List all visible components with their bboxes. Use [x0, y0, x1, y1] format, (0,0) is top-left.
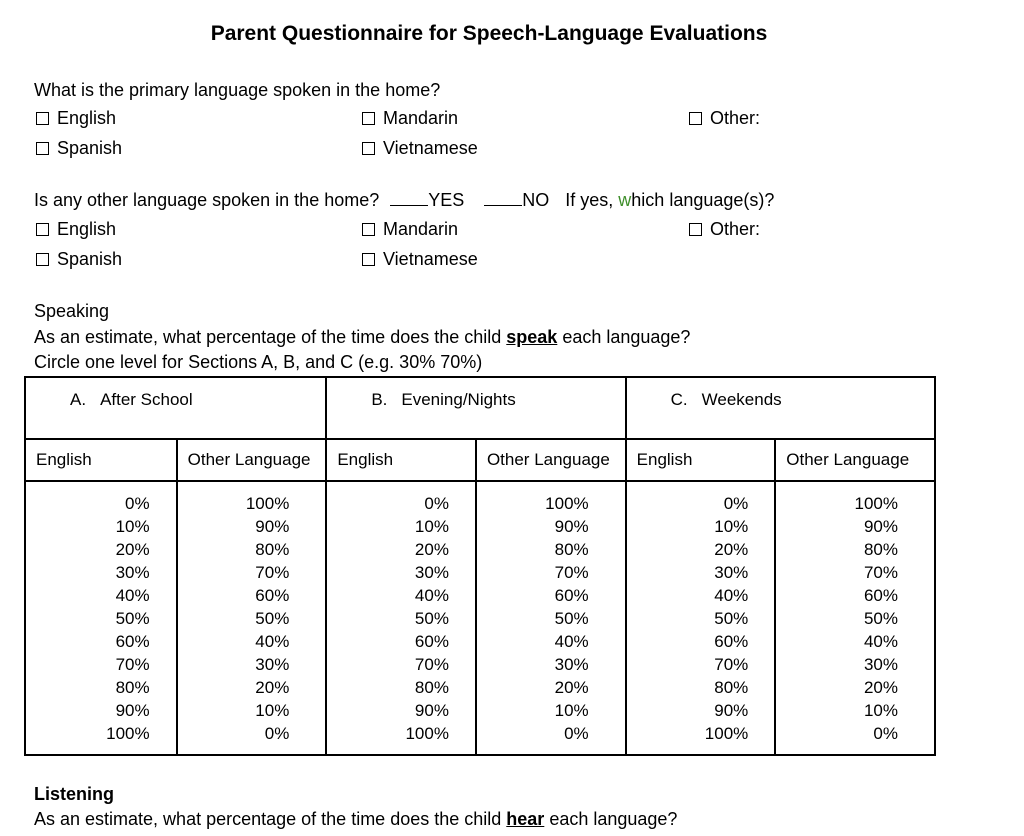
percentage-option[interactable]: 80%	[255, 540, 290, 559]
percentage-option[interactable]: 30%	[255, 655, 290, 674]
checkbox-icon[interactable]	[689, 223, 702, 236]
percentage-option[interactable]: 30%	[414, 563, 449, 582]
percentage-option[interactable]: 30%	[714, 563, 749, 582]
percentage-option[interactable]: 90%	[115, 701, 150, 720]
page-title: Parent Questionnaire for Speech-Language Evaluations	[210, 22, 768, 45]
percentage-option[interactable]: 20%	[115, 540, 150, 559]
percentage-option[interactable]: 30%	[115, 563, 150, 582]
percentage-option[interactable]: 100%	[245, 494, 290, 513]
percentage-option[interactable]: 50%	[414, 609, 449, 628]
checkbox-icon[interactable]	[36, 253, 49, 266]
percentage-option[interactable]: 100%	[545, 494, 589, 513]
q1-option-vietnamese[interactable]: Vietnamese	[362, 138, 478, 159]
percentage-option[interactable]: 40%	[863, 632, 898, 651]
q2-option-other[interactable]: Other:	[689, 219, 760, 240]
percentage-option[interactable]: 70%	[115, 655, 150, 674]
percentage-option[interactable]: 90%	[255, 517, 290, 536]
percentage-option[interactable]: 50%	[863, 609, 898, 628]
percentage-option[interactable]: 60%	[255, 586, 290, 605]
percentage-option[interactable]: 50%	[554, 609, 589, 628]
checkbox-icon[interactable]	[362, 142, 375, 155]
percentage-option[interactable]: 20%	[714, 540, 749, 559]
other-values-col-a	[177, 481, 327, 755]
q1-option-english[interactable]: English	[36, 108, 116, 129]
percentage-option[interactable]: 60%	[115, 632, 150, 651]
percentage-option[interactable]: 10%	[414, 517, 449, 536]
checkbox-icon[interactable]	[362, 112, 375, 125]
percentage-option[interactable]: 60%	[714, 632, 749, 651]
checkbox-icon[interactable]	[36, 142, 49, 155]
col-header-english: English	[626, 439, 776, 481]
percentage-option[interactable]: 10%	[863, 701, 898, 720]
percentage-option[interactable]: 90%	[714, 701, 749, 720]
q2-option-spanish[interactable]: Spanish	[36, 249, 122, 270]
percentage-option[interactable]: 0%	[873, 724, 898, 743]
percentage-option[interactable]: 30%	[863, 655, 898, 674]
q2-question: Is any other language spoken in the home? YES NO If yes, which language(s)?	[34, 190, 775, 210]
q1-option-other[interactable]: Other:	[689, 108, 760, 129]
q1-option-spanish[interactable]: Spanish	[36, 138, 122, 159]
percentage-option[interactable]: 70%	[255, 563, 290, 582]
q2-option-mandarin[interactable]: Mandarin	[362, 219, 458, 240]
checkbox-icon[interactable]	[36, 112, 49, 125]
percentage-option[interactable]: 60%	[863, 586, 898, 605]
percentage-option[interactable]: 80%	[414, 678, 449, 697]
percentage-option[interactable]: 10%	[115, 517, 150, 536]
listening-heading: Listening	[34, 784, 114, 804]
percentage-option[interactable]: 70%	[863, 563, 898, 582]
percentage-option[interactable]: 70%	[414, 655, 449, 674]
percentage-option[interactable]: 30%	[554, 655, 589, 674]
percentage-option[interactable]: 0%	[264, 724, 290, 743]
col-header-other-language: Other Language	[775, 439, 935, 481]
q2-option-vietnamese[interactable]: Vietnamese	[362, 249, 478, 270]
checkbox-icon[interactable]	[362, 253, 375, 266]
speaking-instruction: As an estimate, what percentage of the time does the child speak each language?	[34, 327, 691, 347]
other-values-col-b	[476, 481, 626, 755]
percentage-option[interactable]: 90%	[554, 517, 589, 536]
col-header-other-language: Other Language	[177, 439, 327, 481]
percentage-option[interactable]: 100%	[704, 724, 749, 743]
percentage-option[interactable]: 20%	[554, 678, 589, 697]
percentage-option[interactable]: 50%	[115, 609, 150, 628]
percentage-option[interactable]: 0%	[723, 494, 749, 513]
percentage-option[interactable]: 70%	[714, 655, 749, 674]
speaking-heading: Speaking	[34, 301, 110, 321]
other-values-col-c	[775, 481, 935, 755]
q2-option-english[interactable]: English	[36, 219, 116, 240]
q1-option-mandarin[interactable]: Mandarin	[362, 108, 458, 129]
q1-question: What is the primary language spoken in the home?	[34, 80, 441, 100]
percentage-option[interactable]: 40%	[714, 586, 749, 605]
percentage-option[interactable]: 100%	[106, 724, 150, 743]
percentage-option[interactable]: 80%	[115, 678, 150, 697]
percentage-option[interactable]: 90%	[414, 701, 449, 720]
section-c-header: C. Weekends	[626, 377, 935, 439]
checkbox-icon[interactable]	[36, 223, 49, 236]
checkbox-icon[interactable]	[362, 223, 375, 236]
percentage-option[interactable]: 80%	[554, 540, 589, 559]
col-header-english: English	[25, 439, 177, 481]
yes-blank[interactable]	[390, 205, 428, 206]
percentage-option[interactable]: 40%	[554, 632, 589, 651]
percentage-option[interactable]: 40%	[414, 586, 449, 605]
checkbox-icon[interactable]	[689, 112, 702, 125]
col-header-other-language: Other Language	[476, 439, 626, 481]
col-header-english: English	[326, 439, 476, 481]
percentage-option[interactable]: 90%	[863, 517, 898, 536]
section-a-header: A. After School	[25, 377, 326, 439]
percentage-option[interactable]: 80%	[714, 678, 749, 697]
percentage-option[interactable]: 20%	[414, 540, 449, 559]
speaking-circle-instruction: Circle one level for Sections A, B, and C (e.g. 30% 70%)	[34, 352, 483, 372]
percentage-option[interactable]: 60%	[414, 632, 449, 651]
percentage-option[interactable]: 70%	[554, 563, 589, 582]
percentage-option[interactable]: 40%	[115, 586, 150, 605]
section-b-header: B. Evening/Nights	[326, 377, 625, 439]
percentage-option[interactable]: 80%	[863, 540, 898, 559]
english-values-col-c	[626, 481, 776, 755]
percentage-option[interactable]: 50%	[714, 609, 749, 628]
percentage-option[interactable]: 20%	[863, 678, 898, 697]
percentage-option[interactable]: 100%	[854, 494, 898, 513]
english-values-col-b	[326, 481, 476, 755]
speaking-percentage-table	[24, 376, 936, 756]
percentage-option[interactable]: 10%	[554, 701, 589, 720]
percentage-option[interactable]: 40%	[255, 632, 290, 651]
percentage-option[interactable]: 50%	[255, 609, 290, 628]
percentage-option[interactable]: 0%	[125, 494, 150, 513]
percentage-option[interactable]: 20%	[255, 678, 290, 697]
percentage-option[interactable]: 10%	[255, 701, 290, 720]
percentage-option[interactable]: 100%	[405, 724, 449, 743]
percentage-option[interactable]: 10%	[714, 517, 749, 536]
percentage-option[interactable]: 0%	[424, 494, 449, 513]
english-values-col-a	[25, 481, 177, 755]
percentage-option[interactable]: 0%	[564, 724, 589, 743]
listening-instruction: As an estimate, what percentage of the time does the child hear each language?	[34, 809, 678, 829]
percentage-option[interactable]: 60%	[554, 586, 589, 605]
no-blank[interactable]	[484, 205, 522, 206]
